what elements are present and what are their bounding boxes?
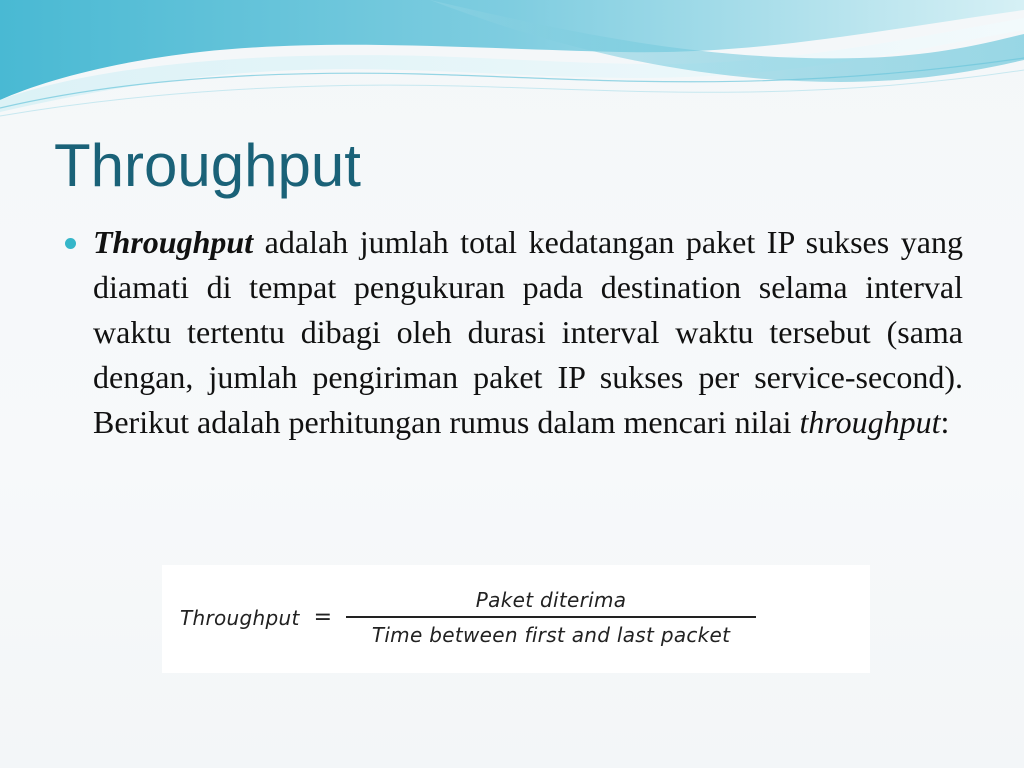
bullet-dot-icon (65, 238, 76, 249)
bullet-paragraph (93, 220, 963, 445)
fraction-bar (346, 616, 756, 618)
bullet-term: Throughput (93, 224, 254, 260)
bullet-text-main: adalah jumlah total kedatangan paket IP sukses yang diamati di tempat pengukuran pada destination selama interval waktu tertentu dibagi oleh durasi interval waktu tersebut (sama dengan, jumlah pengiriman paket IP sukses per service-second). Berikut adalah perhitungan rumus dalam mencari nilai (93, 224, 963, 440)
formula-image (162, 565, 870, 673)
formula-denominator: Time between first and last packet (371, 623, 731, 647)
formula-equals: = (313, 605, 333, 630)
wave-decoration-icon (0, 0, 1024, 125)
bullet-text-end: : (940, 404, 950, 440)
bullet-term-end: throughput (799, 404, 941, 440)
slide-title: Throughput (54, 132, 361, 199)
bullet-list (93, 220, 963, 445)
formula-lhs: Throughput (180, 605, 300, 630)
throughput-formula (180, 587, 756, 648)
formula-numerator: Paket diterima (475, 588, 627, 612)
formula-fraction (346, 587, 756, 648)
